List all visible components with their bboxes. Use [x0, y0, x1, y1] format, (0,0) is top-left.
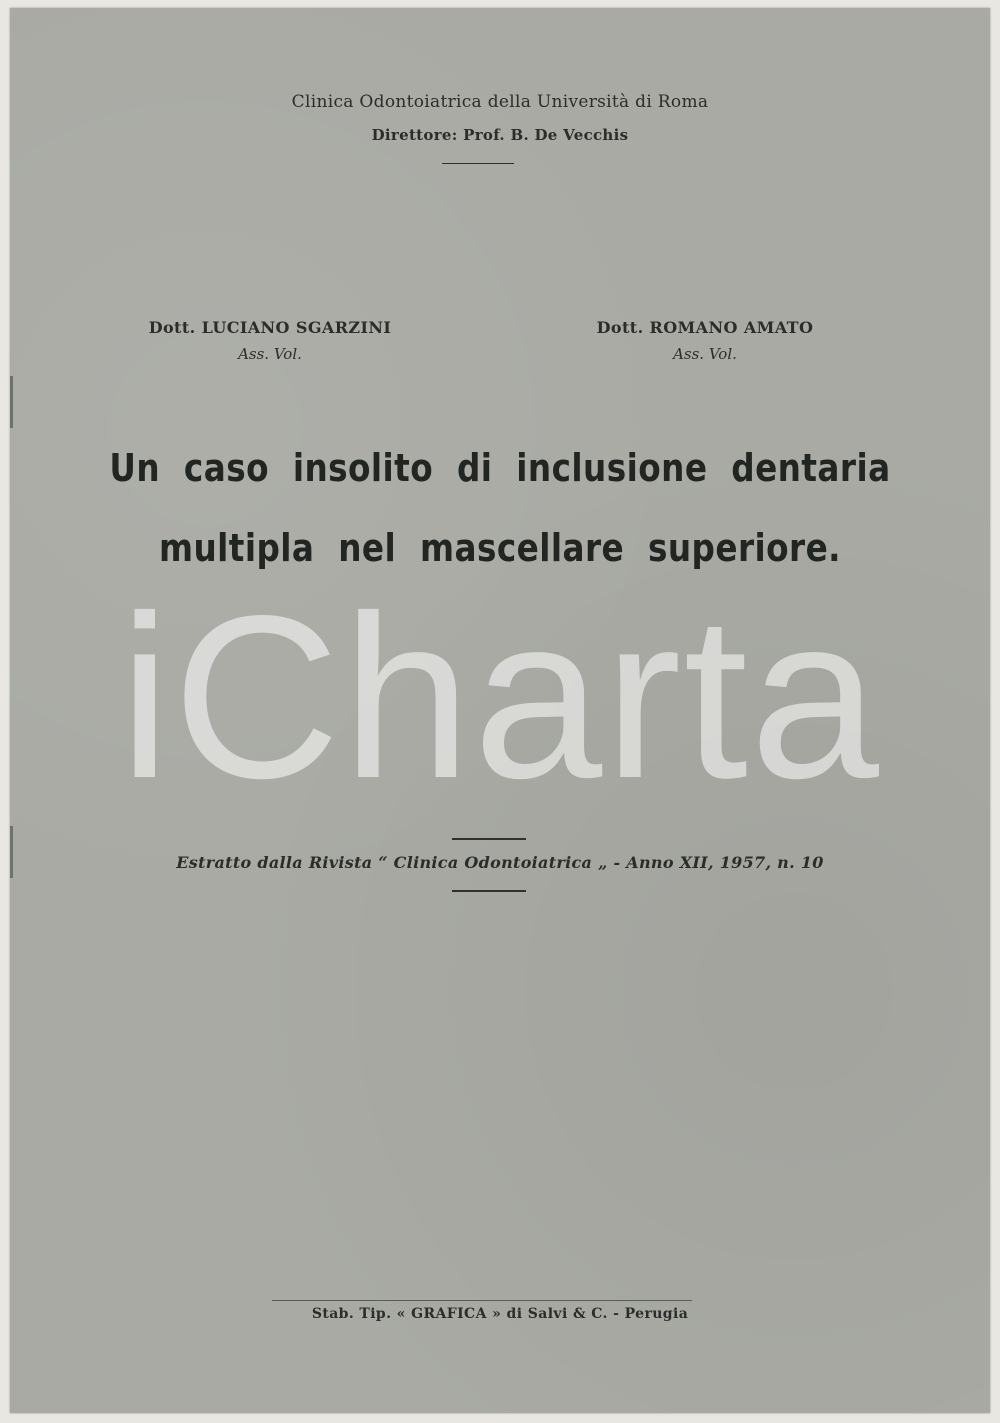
document-cover — [10, 8, 990, 1413]
document-title — [79, 428, 922, 588]
printer-divider — [272, 1300, 692, 1301]
author-name-1: Dott. LUCIANO SGARZINI — [148, 318, 392, 337]
extract-divider-top — [452, 838, 526, 840]
author-name-2: Dott. ROMANO AMATO — [596, 318, 814, 337]
author-role-2: Ass. Vol. — [673, 345, 737, 363]
header-divider — [442, 163, 514, 164]
extract-divider-bottom — [452, 890, 526, 892]
institution-header: Clinica Odontoiatrica della Università di Roma — [291, 92, 709, 112]
author-role-1: Ass. Vol. — [238, 345, 302, 363]
watermark-logo: iCharta — [119, 568, 881, 827]
title-line-1: Un caso insolito di inclusione dentaria — [109, 446, 891, 490]
staple-mark-top — [10, 376, 13, 428]
author-block-1 — [60, 318, 480, 363]
author-block-2 — [495, 318, 915, 363]
printer-imprint: Stab. Tip. « GRAFICA » di Salvi & C. - Perugia — [311, 1306, 689, 1322]
title-line-2: multipla nel mascellare superiore. — [158, 526, 842, 570]
journal-extract-line: Estratto dalla Rivista “ Clinica Odontoiatrica „ - Anno XII, 1957, n. 10 — [176, 853, 824, 872]
director-line: Direttore: Prof. B. De Vecchis — [371, 126, 629, 144]
